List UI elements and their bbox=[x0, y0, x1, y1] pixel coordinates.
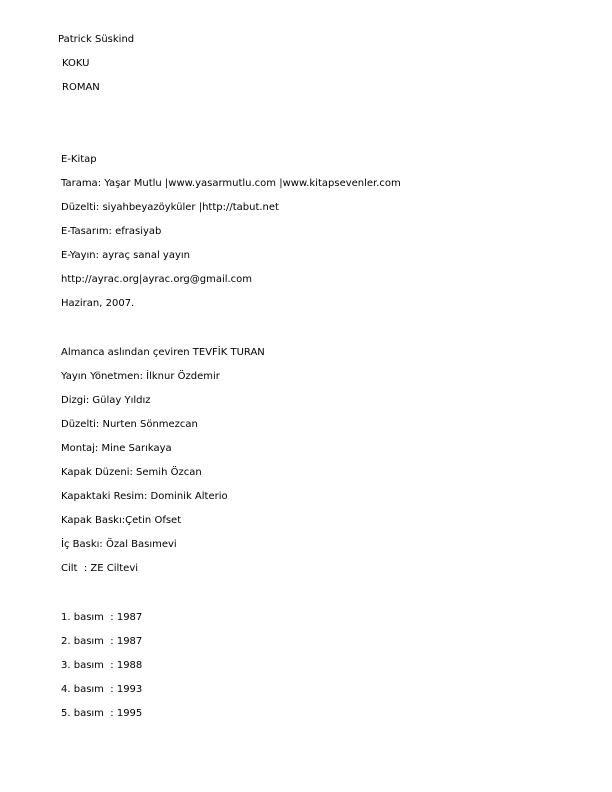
credit-line: Kapaktaki Resim: Dominik Alterio bbox=[61, 491, 228, 502]
ebook-contact: http://ayrac.org|ayrac.org@gmail.com bbox=[61, 274, 253, 285]
author-name: Patrick Süskind bbox=[58, 34, 135, 45]
credit-line: Kapak Baskı:Çetin Ofset bbox=[61, 515, 182, 526]
credit-line: Montaj: Mine Sarıkaya bbox=[61, 443, 172, 454]
ebook-label: E-Kitap bbox=[61, 154, 97, 165]
edition-line: 3. basım : 1988 bbox=[61, 660, 143, 671]
book-title: KOKU bbox=[62, 58, 90, 69]
edition-line: 4. basım : 1993 bbox=[61, 684, 143, 695]
edition-line: 2. basım : 1987 bbox=[61, 636, 143, 647]
ebook-scan: Tarama: Yaşar Mutlu |www.yasarmutlu.com |www.kitapsevenler.com bbox=[61, 178, 401, 189]
credit-line: Almanca aslından çeviren TEVFİK TURAN bbox=[61, 347, 265, 358]
ebook-edit: Düzelti: siyahbeyazöyküler |http://tabut.net bbox=[61, 202, 279, 213]
book-genre: ROMAN bbox=[62, 82, 100, 93]
credit-line: Cilt : ZE Ciltevi bbox=[61, 563, 139, 574]
credit-line: Kapak Düzeni: Semih Özcan bbox=[61, 467, 202, 478]
credit-line: Dizgi: Gülay Yıldız bbox=[61, 395, 151, 406]
credit-line: İç Baskı: Özal Basımevi bbox=[61, 539, 177, 550]
ebook-design: E-Tasarım: efrasiyab bbox=[61, 226, 162, 237]
credit-line: Düzelti: Nurten Sönmezcan bbox=[61, 419, 198, 430]
ebook-publish: E-Yayın: ayraç sanal yayın bbox=[61, 250, 190, 261]
credit-line: Yayın Yönetmen: İlknur Özdemir bbox=[61, 371, 220, 382]
ebook-date: Haziran, 2007. bbox=[61, 298, 135, 309]
edition-line: 1. basım : 1987 bbox=[61, 612, 143, 623]
edition-line: 5. basım : 1995 bbox=[61, 708, 143, 719]
